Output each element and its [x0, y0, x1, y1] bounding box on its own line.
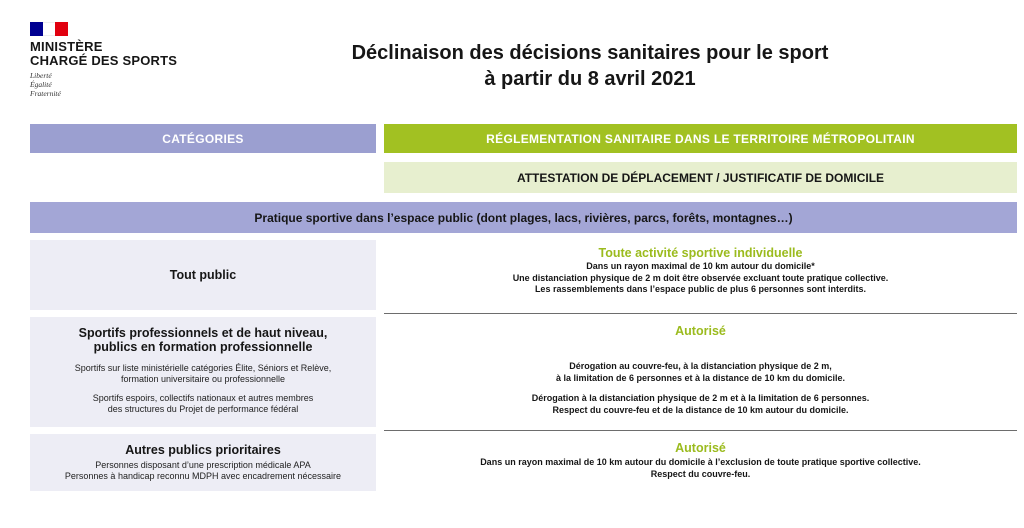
- status-label: Autorisé: [675, 441, 726, 455]
- french-flag-icon: [30, 22, 68, 36]
- attestation-header: ATTESTATION DE DÉPLACEMENT / JUSTIFICATIF DE DOMICILE: [384, 162, 1017, 193]
- ministry-name-line1: MINISTÈRE: [30, 39, 103, 54]
- ministry-logo: [30, 22, 230, 98]
- status-label: Autorisé: [675, 324, 726, 338]
- page-title-line1: Déclinaison des décisions sanitaires pour le sport: [351, 42, 829, 64]
- motto-liberte: Liberté: [30, 71, 52, 80]
- motto-fraternite: Fraternité: [30, 89, 61, 98]
- regulation-cell-priority-publics: [384, 441, 1017, 480]
- motto-egalite: Égalité: [30, 80, 52, 89]
- category-title: Tout public: [169, 268, 237, 282]
- detail-line: Dans un rayon maximal de 10 km autour du domicile à l’exclusion de toute pratique sportive collective.: [480, 457, 921, 467]
- row-divider: [384, 430, 1017, 431]
- regulation-header: RÉGLEMENTATION SANITAIRE DANS LE TERRITOIRE MÉTROPOLITAIN: [384, 124, 1017, 153]
- category-cell-general-public: [30, 240, 376, 310]
- category-title-line2: publics en formation professionnelle: [93, 340, 313, 354]
- category-sub-line: Sportifs sur liste ministérielle catégories Élite, Séniors et Relève,: [74, 363, 332, 373]
- detail-line: Dans un rayon maximal de 10 km autour du domicile*: [586, 261, 815, 271]
- detail-line: Dérogation au couvre-feu, à la distanciation physique de 2 m,: [569, 361, 832, 371]
- detail-line: à la limitation de 6 personnes et à la distance de 10 km du domicile.: [555, 372, 846, 383]
- regulation-cell-professional-athletes: [384, 324, 1017, 416]
- category-sub-line: Personnes disposant d’une prescription médicale APA: [95, 460, 311, 470]
- detail-line: Une distanciation physique de 2 m doit être observée excluant toute pratique collective.: [512, 272, 889, 283]
- page-title-line2: à partir du 8 avril 2021: [484, 68, 696, 90]
- category-sub-line: des structures du Projet de performance fédéral: [107, 404, 299, 414]
- detail-line: Dérogation à la distanciation physique de 2 m et à la limitation de 6 personnes.: [531, 393, 870, 403]
- detail-line: Respect du couvre-feu et de la distance de 10 km autour du domicile.: [552, 404, 849, 415]
- category-cell-professional-athletes: [30, 317, 376, 427]
- ministry-name-line2: CHARGÉ DES SPORTS: [30, 53, 178, 68]
- detail-line: Les rassemblements dans l’espace public de plus 6 personnes sont interdits.: [534, 284, 867, 294]
- category-title-line1: Sportifs professionnels et de haut niveau,: [78, 326, 328, 340]
- page-title: [300, 40, 880, 92]
- category-sub-line: Personnes à handicap reconnu MDPH avec encadrement nécessaire: [64, 471, 342, 481]
- row-divider: [384, 313, 1017, 314]
- status-label: Toute activité sportive individuelle: [598, 246, 803, 260]
- category-sub-line: formation universitaire ou professionnelle: [120, 374, 286, 384]
- republic-motto: [30, 71, 230, 98]
- categories-header: CATÉGORIES: [30, 124, 376, 153]
- category-title: Autres publics prioritaires: [125, 443, 281, 457]
- public-space-header: Pratique sportive dans l’espace public (dont plages, lacs, rivières, parcs, forêts, montagnes…): [30, 202, 1017, 233]
- category-sub-line: Sportifs espoirs, collectifs nationaux et autres membres: [92, 393, 314, 403]
- detail-line: Respect du couvre-feu.: [650, 468, 751, 479]
- category-cell-priority-publics: [30, 434, 376, 491]
- regulation-cell-general-public: [384, 246, 1017, 296]
